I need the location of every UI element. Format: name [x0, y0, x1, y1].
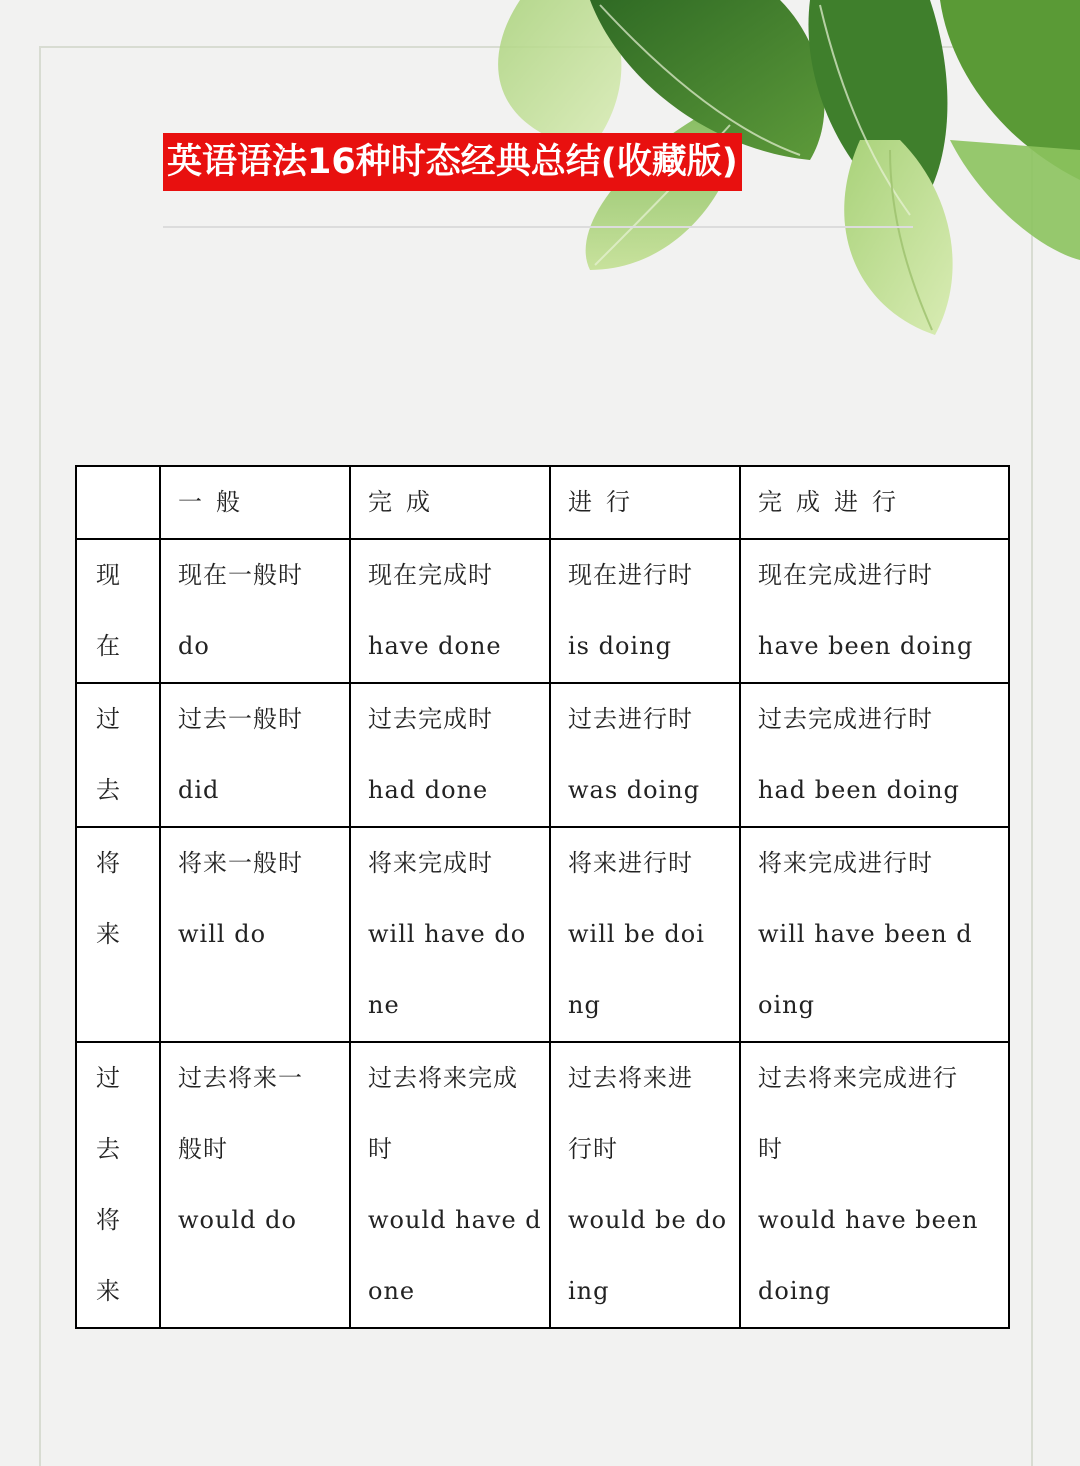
tense-name: 现在完成进行时 — [758, 561, 933, 589]
page-title: 英语语法16种时态经典总结(收藏版) — [163, 133, 742, 191]
table-row-future — [76, 827, 1009, 1042]
header-label: 进行 — [568, 488, 644, 516]
row-label-char: 将 — [96, 849, 121, 877]
tense-form: did — [178, 776, 220, 804]
tense-cell — [350, 539, 550, 683]
tense-form: had been doing — [758, 776, 960, 804]
row-label-char: 来 — [96, 1277, 121, 1305]
tense-name: 将来进行时 — [568, 849, 693, 877]
tense-name: 过去完成时 — [368, 705, 493, 733]
tense-cell — [160, 539, 350, 683]
tense-form: 行时 — [568, 1135, 618, 1163]
tense-name: 过去进行时 — [568, 705, 693, 733]
tense-name: 过去将来进 — [568, 1064, 693, 1092]
tense-form: will do — [178, 920, 267, 948]
tense-name: 过去将来一 — [178, 1064, 303, 1092]
tense-cell — [550, 827, 740, 1042]
tense-name: 现在一般时 — [178, 561, 303, 589]
tense-form: oing — [758, 991, 815, 1019]
tense-cell — [550, 683, 740, 827]
header-cell-general — [160, 466, 350, 539]
row-label-cell — [76, 1042, 160, 1328]
tense-cell — [740, 1042, 1009, 1328]
tense-name: 现在进行时 — [568, 561, 693, 589]
tense-cell — [160, 827, 350, 1042]
header-label: 完成进行 — [758, 488, 910, 516]
table-row-past-future — [76, 1042, 1009, 1328]
row-label-char: 现 — [96, 561, 121, 589]
title-divider — [163, 226, 913, 228]
tense-table-body — [76, 466, 1009, 1328]
row-label-char: 在 — [96, 632, 121, 660]
row-label-cell — [76, 539, 160, 683]
tense-form: doing — [758, 1277, 832, 1305]
tense-name: 现在完成时 — [368, 561, 493, 589]
tense-name: 过去一般时 — [178, 705, 303, 733]
tense-cell — [550, 1042, 740, 1328]
tense-cell — [740, 539, 1009, 683]
header-label: 一般 — [178, 488, 254, 516]
tense-form: 般时 — [178, 1135, 228, 1163]
tense-form: have been doing — [758, 632, 974, 660]
tense-cell — [160, 1042, 350, 1328]
tense-form: would do — [178, 1206, 297, 1234]
tense-form: will have do — [368, 920, 527, 948]
tense-name: 过去完成进行时 — [758, 705, 933, 733]
header-label: 完成 — [368, 488, 444, 516]
tense-form: will be doi — [568, 920, 705, 948]
row-label-char: 去 — [96, 776, 121, 804]
header-cell-progressive — [550, 466, 740, 539]
tense-form: ng — [568, 991, 601, 1019]
tense-cell — [350, 683, 550, 827]
tense-form: would have d — [368, 1206, 542, 1234]
tense-form: was doing — [568, 776, 701, 804]
tense-form: is doing — [568, 632, 672, 660]
tense-form: ne — [368, 991, 400, 1019]
tense-form: 时 — [368, 1135, 393, 1163]
tense-form: do — [178, 632, 210, 660]
tense-form: ing — [568, 1277, 610, 1305]
tense-name: 将来完成进行时 — [758, 849, 933, 877]
header-cell-perfect — [350, 466, 550, 539]
row-label-char: 过 — [96, 1064, 121, 1092]
tense-form: one — [368, 1277, 416, 1305]
tense-name: 过去将来完成进行 — [758, 1064, 958, 1092]
tense-cell — [350, 827, 550, 1042]
tense-form: would be do — [568, 1206, 728, 1234]
row-label-cell — [76, 827, 160, 1042]
tense-form: have done — [368, 632, 502, 660]
tense-cell — [740, 683, 1009, 827]
tense-name: 将来一般时 — [178, 849, 303, 877]
tense-name: 过去将来完成 — [368, 1064, 518, 1092]
tense-cell — [350, 1042, 550, 1328]
row-label-cell — [76, 683, 160, 827]
tense-table — [75, 465, 1010, 1329]
tense-cell — [550, 539, 740, 683]
row-label-char: 去 — [96, 1135, 121, 1163]
tense-form: 时 — [758, 1135, 783, 1163]
tense-form: would have been — [758, 1206, 979, 1234]
header-row — [76, 466, 1009, 539]
header-cell-perfect-progressive — [740, 466, 1009, 539]
row-label-char: 过 — [96, 705, 121, 733]
tense-name: 将来完成时 — [368, 849, 493, 877]
row-label-char: 来 — [96, 920, 121, 948]
tense-cell — [740, 827, 1009, 1042]
tense-cell — [160, 683, 350, 827]
tense-form: will have been d — [758, 920, 973, 948]
tense-form: had done — [368, 776, 489, 804]
table-row-past — [76, 683, 1009, 827]
table-row-present — [76, 539, 1009, 683]
header-corner-cell — [76, 466, 160, 539]
row-label-char: 将 — [96, 1206, 121, 1234]
